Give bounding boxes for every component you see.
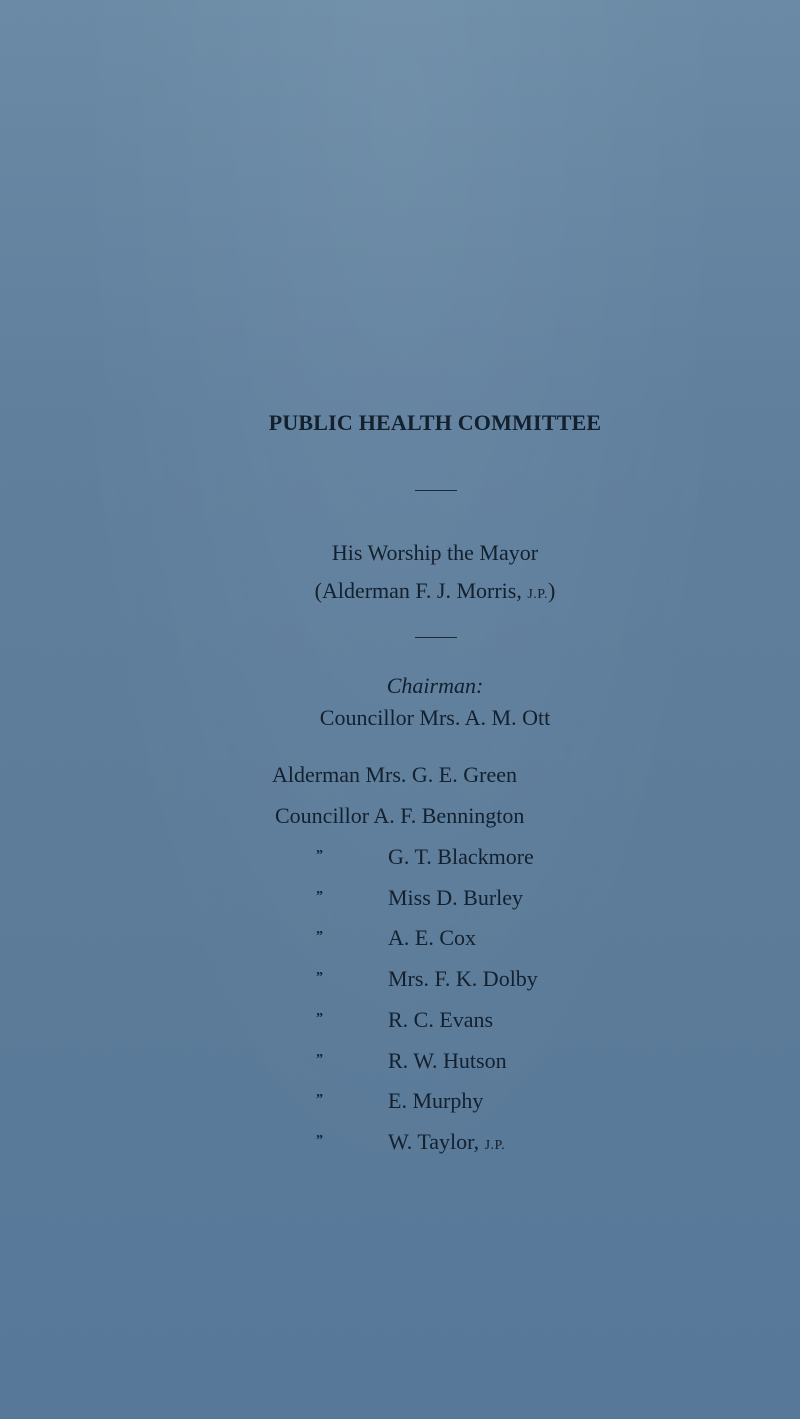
member-name-text: R. W. Hutson [388, 1047, 507, 1073]
divider-rule [415, 490, 457, 491]
mayor-name-text: (Alderman F. J. Morris, [314, 578, 528, 603]
member-name [388, 844, 534, 870]
member-row [0, 885, 800, 915]
member-name [388, 966, 538, 992]
member-name [388, 1129, 505, 1155]
member-row [0, 844, 800, 874]
member-name-text: Mrs. F. K. Dolby [388, 966, 538, 992]
ditto-mark: ” [316, 848, 323, 863]
mayor-jp: J.P. [527, 587, 549, 602]
mayor-title: His Worship the Mayor [331, 540, 539, 565]
ditto-mark: ” [316, 970, 323, 986]
ditto-mark: ” [316, 1092, 323, 1108]
councillor-member: Councillor A. F. Bennington [275, 803, 525, 828]
committee-title: PUBLIC HEALTH COMMITTEE [268, 410, 602, 435]
member-name-text: G. T. Blackmore [388, 844, 534, 869]
member-row [0, 925, 800, 955]
ditto-mark: ” [316, 929, 323, 945]
divider-rule [415, 637, 457, 638]
ditto-mark: ” [316, 888, 323, 904]
member-name-text: A. E. Cox [388, 925, 476, 951]
ditto-mark: ” [316, 1051, 323, 1067]
member-name [388, 1088, 483, 1114]
member-row [0, 1048, 800, 1078]
member-name [388, 885, 523, 911]
mayor-close-paren: ) [548, 578, 556, 603]
member-name-text: W. Taylor, [388, 1128, 485, 1154]
member-name-text: R. C. Evans [388, 1006, 494, 1032]
ditto-mark: ” [316, 1132, 323, 1148]
member-name [388, 1007, 493, 1033]
mayor-name [0, 578, 800, 604]
member-name [388, 1048, 507, 1074]
chairman-label: Chairman: [386, 673, 484, 698]
member-row [0, 966, 800, 996]
member-name-text: Miss D. Burley [388, 884, 524, 910]
ditto-mark: ” [316, 1010, 323, 1026]
member-row [0, 1088, 800, 1118]
member-name-text: E. Murphy [388, 1088, 484, 1114]
chairman-name: Councillor Mrs. A. M. Ott [319, 705, 551, 730]
member-row [0, 1007, 800, 1037]
alderman-member: Alderman Mrs. G. E. Green [272, 762, 517, 787]
member-jp: J.P. [484, 1137, 506, 1153]
member-row [0, 1129, 800, 1159]
member-name [388, 925, 476, 951]
